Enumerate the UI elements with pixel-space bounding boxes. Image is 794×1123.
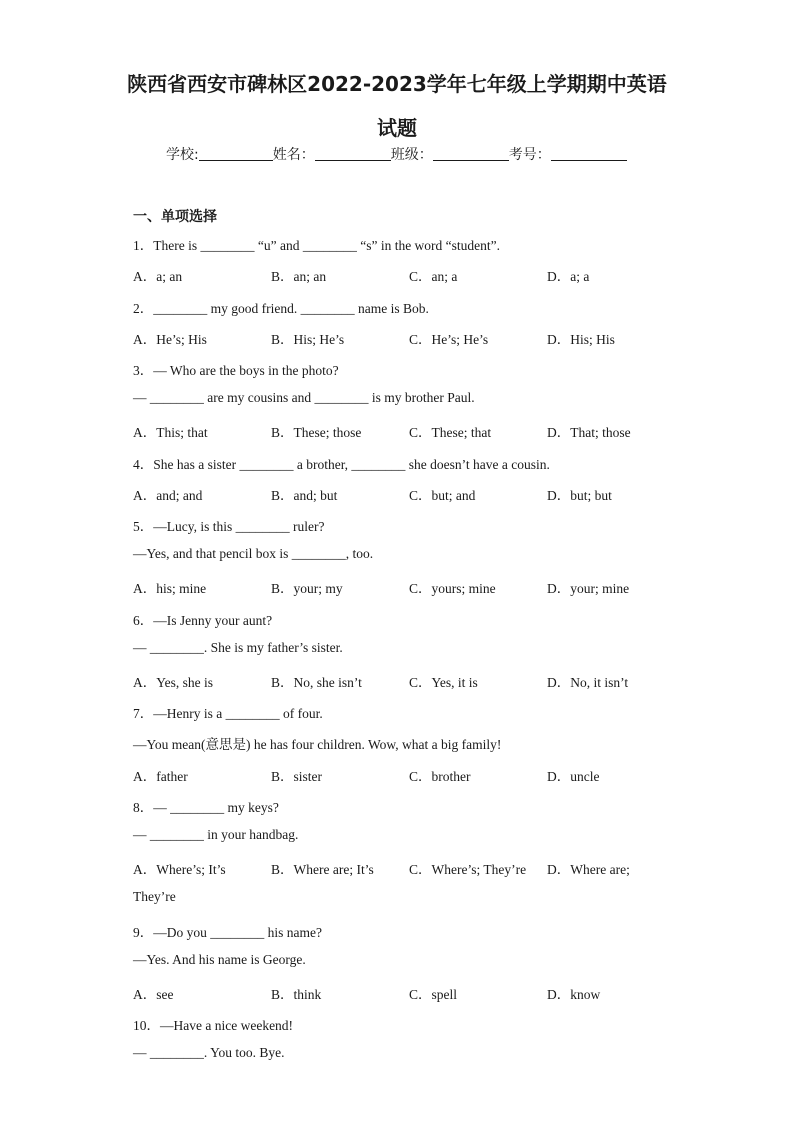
- option-a[interactable]: A．He’s; His: [133, 332, 207, 347]
- option-a[interactable]: A．Where’s; It’s: [133, 862, 226, 877]
- question-1-stem: 1．There is ________ “u” and ________ “s” in the word “student”.: [133, 238, 501, 253]
- option-d[interactable]: D．but; but: [547, 488, 612, 503]
- option-d-continuation: They’re: [133, 889, 176, 904]
- option-c[interactable]: C．spell: [409, 987, 458, 1002]
- option-a[interactable]: A．father: [133, 769, 188, 784]
- option-d[interactable]: D．know: [547, 987, 601, 1002]
- question-10-stem: 10．—Have a nice weekend!: [133, 1018, 294, 1033]
- question-5-reply: —Yes, and that pencil box is ________, too.: [133, 546, 374, 561]
- question-1-options: [133, 265, 693, 285]
- question-9-reply: —Yes. And his name is George.: [133, 952, 306, 967]
- question-4-stem: 4．She has a sister ________ a brother, ________ she doesn’t have a cousin.: [133, 457, 550, 472]
- option-d[interactable]: D．uncle: [547, 769, 600, 784]
- name-label: 姓名：: [272, 147, 315, 163]
- option-b[interactable]: B．sister: [271, 769, 323, 784]
- exam-title-line2: 试题: [377, 116, 417, 140]
- name-blank[interactable]: [315, 146, 391, 161]
- option-d[interactable]: D．No, it isn’t: [547, 675, 629, 690]
- question-10-reply: — ________. You too. Bye.: [133, 1045, 285, 1060]
- option-c[interactable]: C．an; a: [409, 269, 458, 284]
- question-7-reply: —You mean(意思是) he has four children. Wow, what a big family!: [133, 737, 502, 752]
- option-b[interactable]: B．your; my: [271, 581, 343, 596]
- option-a[interactable]: A．and; and: [133, 488, 203, 503]
- option-b[interactable]: B．His; He’s: [271, 332, 345, 347]
- student-info-row: [166, 144, 627, 164]
- number-blank[interactable]: [551, 146, 627, 161]
- question-8-options: [133, 858, 693, 878]
- question-6-options: [133, 671, 693, 691]
- question-9-options: [133, 983, 693, 1003]
- question-6-stem: 6．—Is Jenny your aunt?: [133, 613, 273, 628]
- question-6-reply: — ________. She is my father’s sister.: [133, 640, 343, 655]
- option-b[interactable]: B．No, she isn’t: [271, 675, 362, 690]
- option-c[interactable]: C．brother: [409, 769, 471, 784]
- option-d[interactable]: D．Where are;: [547, 862, 630, 877]
- question-3-options: [133, 421, 693, 441]
- number-label: 考号：: [508, 147, 551, 163]
- question-2-options: [133, 328, 693, 348]
- option-c[interactable]: C．but; and: [409, 488, 476, 503]
- exam-title: 陕西省西安市碑林区2022-2023学年七年级上学期期中英语: [127, 72, 667, 96]
- option-a[interactable]: A．This; that: [133, 425, 208, 440]
- question-8-reply: — ________ in your handbag.: [133, 827, 299, 842]
- question-4-options: [133, 484, 693, 504]
- option-b[interactable]: B．think: [271, 987, 322, 1002]
- option-a[interactable]: A．his; mine: [133, 581, 207, 596]
- option-b[interactable]: B．and; but: [271, 488, 338, 503]
- option-d[interactable]: D．a; a: [547, 269, 590, 284]
- school-label: 学校:: [166, 147, 199, 163]
- question-7-stem: 7．—Henry is a ________ of four.: [133, 706, 323, 721]
- option-c[interactable]: C．Where’s; They’re: [409, 862, 527, 877]
- option-d[interactable]: D．That; those: [547, 425, 631, 440]
- class-label: 班级：: [390, 147, 433, 163]
- question-5-stem: 5．—Lucy, is this ________ ruler?: [133, 519, 325, 534]
- question-5-options: [133, 577, 693, 597]
- question-3-reply: — ________ are my cousins and ________ is my brother Paul.: [133, 390, 475, 405]
- question-7-options: [133, 765, 693, 785]
- class-blank[interactable]: [433, 146, 509, 161]
- option-a[interactable]: A．Yes, she is: [133, 675, 214, 690]
- option-c[interactable]: C．Yes, it is: [409, 675, 478, 690]
- question-9-stem: 9．—Do you ________ his name?: [133, 925, 322, 940]
- option-b[interactable]: B．Where are; It’s: [271, 862, 374, 877]
- question-2-stem: 2．________ my good friend. ________ name is Bob.: [133, 301, 429, 316]
- option-a[interactable]: A．see: [133, 987, 174, 1002]
- option-c[interactable]: C．These; that: [409, 425, 492, 440]
- option-c[interactable]: C．He’s; He’s: [409, 332, 489, 347]
- option-d[interactable]: D．His; His: [547, 332, 615, 347]
- school-blank[interactable]: [199, 146, 273, 161]
- option-c[interactable]: C．yours; mine: [409, 581, 496, 596]
- question-8-stem: 8．— ________ my keys?: [133, 800, 279, 815]
- option-b[interactable]: B．These; those: [271, 425, 362, 440]
- option-a[interactable]: A．a; an: [133, 269, 183, 284]
- question-3-stem: 3．— Who are the boys in the photo?: [133, 363, 339, 378]
- section-heading: 一、单项选择: [133, 209, 217, 225]
- option-d[interactable]: D．your; mine: [547, 581, 630, 596]
- option-b[interactable]: B．an; an: [271, 269, 327, 284]
